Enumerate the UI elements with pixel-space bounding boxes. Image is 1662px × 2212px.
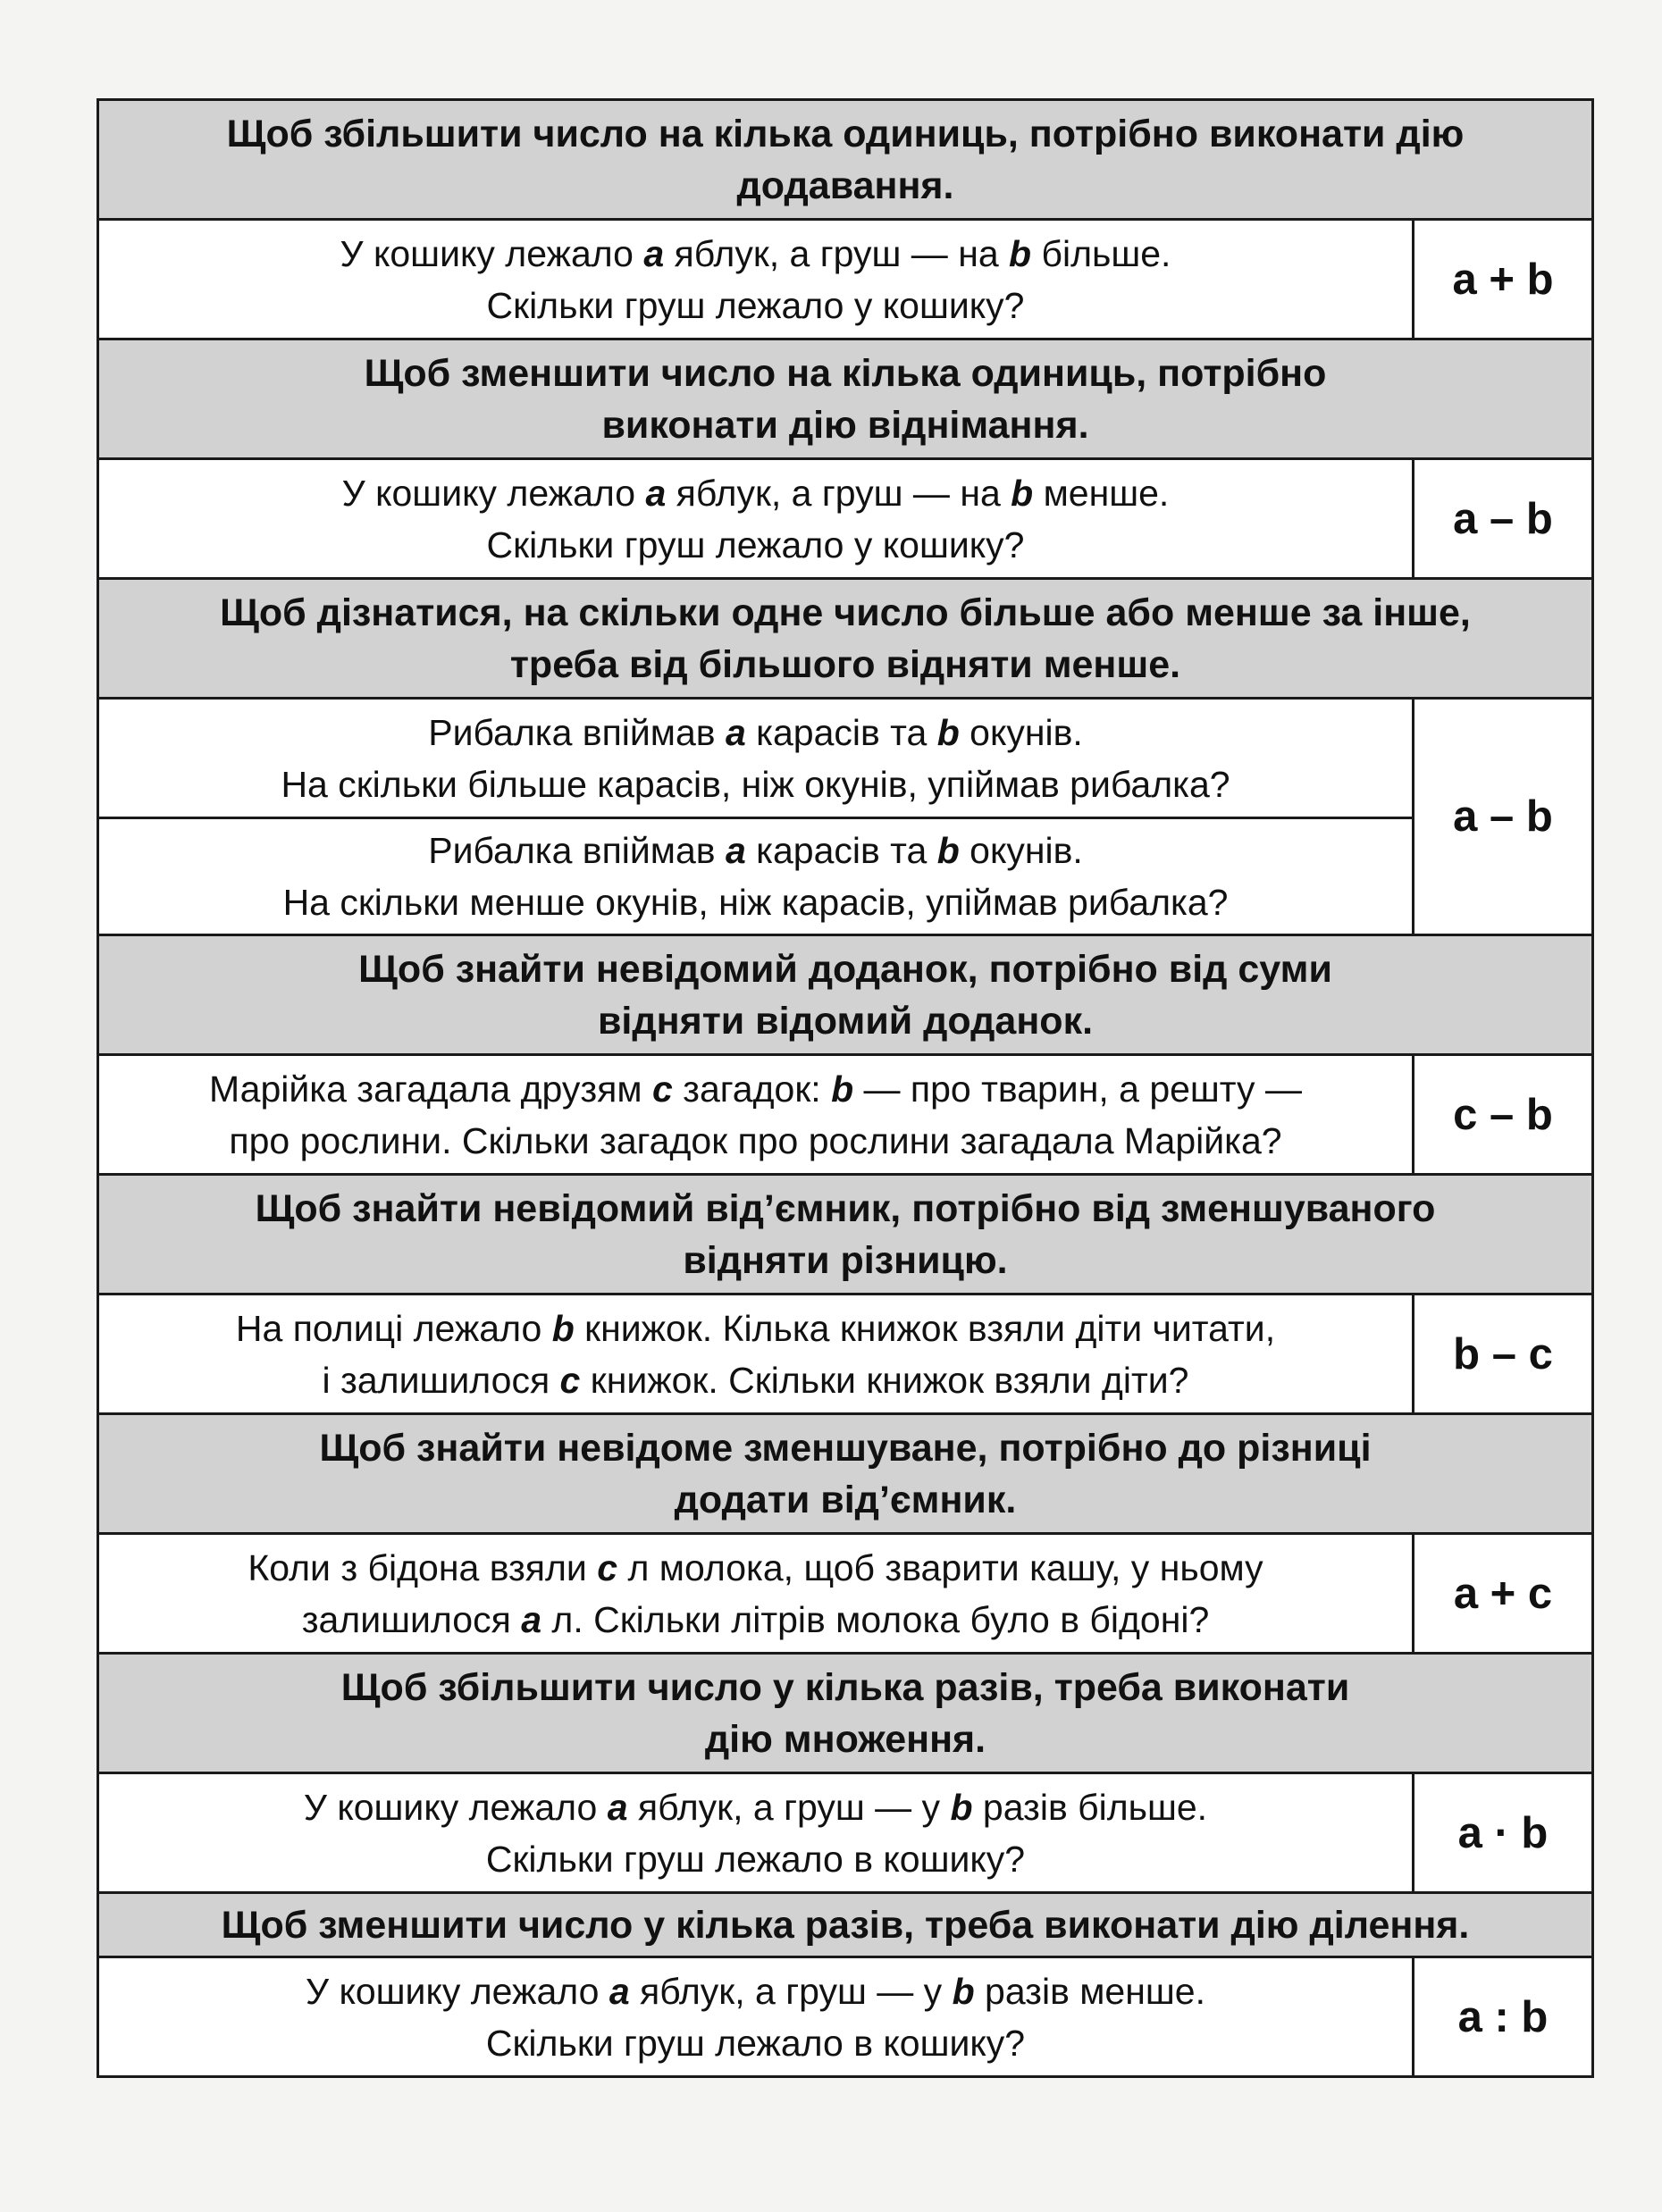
rule-heading bbox=[99, 1655, 1591, 1774]
problem-line bbox=[428, 825, 1083, 876]
rule-line: Щоб знайти невідоме зменшуване, потрібно до різниці bbox=[319, 1426, 1372, 1470]
word-problem bbox=[99, 460, 1412, 577]
rule-line: Щоб зменшити число у кілька разів, треба виконати дію ділення. bbox=[221, 1903, 1470, 1947]
problem-text: менше. bbox=[1033, 472, 1170, 514]
problem-text: Скільки груш лежало в кошику? bbox=[485, 1838, 1026, 1880]
problem-text: У кошику лежало bbox=[303, 1786, 608, 1828]
problem-text: загадок: bbox=[672, 1068, 832, 1110]
rule-line: Щоб дізнатися, на скільки одне число більше або менше за інше, bbox=[220, 591, 1471, 634]
problem-line bbox=[283, 876, 1229, 928]
rule-line: Щоб знайти невідомий від’ємник, потрібно від зменшуваного bbox=[255, 1186, 1436, 1230]
problem-cell bbox=[99, 460, 1414, 577]
rule-heading bbox=[99, 101, 1591, 221]
problem-line bbox=[248, 1542, 1263, 1594]
problem-text: про рослини. Скільки загадок про рослини загадала Марійка? bbox=[229, 1119, 1282, 1161]
word-problem bbox=[99, 700, 1412, 817]
example-row bbox=[99, 460, 1591, 580]
problem-line bbox=[340, 228, 1171, 280]
rule-heading bbox=[99, 1176, 1591, 1295]
formula-cell: a – b bbox=[1453, 494, 1553, 543]
rule-text bbox=[220, 587, 1471, 691]
problem-text: Скільки груш лежало у кошику? bbox=[486, 524, 1025, 566]
rule-text bbox=[319, 1422, 1371, 1526]
variable: b bbox=[551, 1307, 575, 1349]
formula-cell: a · b bbox=[1457, 1808, 1549, 1857]
variable: c bbox=[651, 1068, 673, 1110]
word-problem bbox=[99, 1535, 1412, 1652]
example-row bbox=[99, 1535, 1591, 1655]
word-problem bbox=[99, 1958, 1412, 2075]
example-row bbox=[99, 1056, 1591, 1176]
variable: b bbox=[936, 711, 960, 753]
problem-cell bbox=[99, 221, 1414, 338]
problem-text: окунів. bbox=[959, 711, 1083, 753]
formula-cell: a – b bbox=[1453, 792, 1553, 841]
problem-line bbox=[209, 1063, 1302, 1115]
problem-cell bbox=[99, 700, 1414, 934]
problem-line bbox=[304, 1781, 1207, 1833]
variable: a bbox=[645, 472, 667, 514]
word-problem bbox=[99, 221, 1412, 338]
problem-text: Рибалка впіймав bbox=[428, 711, 726, 753]
problem-line bbox=[486, 1833, 1025, 1885]
problem-text: Скільки груш лежало в кошику? bbox=[485, 2022, 1026, 2064]
problem-text: У кошику лежало bbox=[306, 1970, 609, 2012]
problem-text: У кошику лежало bbox=[340, 232, 644, 274]
problem-line bbox=[306, 1965, 1205, 2017]
problem-text: книжок. Скільки книжок взяли діти? bbox=[580, 1359, 1189, 1401]
rule-line: Щоб знайти невідомий доданок, потрібно від суми bbox=[358, 947, 1332, 991]
variable: a bbox=[609, 1970, 630, 2012]
example-row bbox=[99, 221, 1591, 340]
word-problem bbox=[99, 1295, 1412, 1412]
rule-line: додати від’ємник. bbox=[674, 1478, 1017, 1521]
rule-line: відняти відомий доданок. bbox=[597, 999, 1094, 1043]
problem-line bbox=[281, 758, 1230, 810]
problem-text: На скільки більше карасів, ніж окунів, упіймав рибалка? bbox=[281, 763, 1230, 805]
word-problem bbox=[99, 817, 1412, 934]
problem-text: разів менше. bbox=[974, 1970, 1205, 2012]
problem-text: яблук, а груш — у bbox=[629, 1970, 953, 2012]
rule-heading bbox=[99, 340, 1591, 460]
problem-text: Марійка загадала друзям bbox=[209, 1068, 652, 1110]
problem-text: карасів та bbox=[745, 711, 937, 753]
formula-cell: a + b bbox=[1452, 255, 1554, 304]
variable: a bbox=[607, 1786, 628, 1828]
problem-text: і залишилося bbox=[322, 1359, 560, 1401]
problem-line bbox=[302, 1594, 1210, 1646]
rule-heading bbox=[99, 1415, 1591, 1535]
problem-line bbox=[486, 2017, 1025, 2069]
word-problem bbox=[99, 1774, 1412, 1891]
problem-text: більше. bbox=[1031, 232, 1171, 274]
problem-text: яблук, а груш — на bbox=[664, 232, 1010, 274]
problem-text: Рибалка впіймав bbox=[428, 830, 726, 871]
problem-line bbox=[342, 467, 1170, 519]
problem-text: книжок. Кілька книжок взяли діти читати, bbox=[574, 1307, 1276, 1349]
rule-text bbox=[358, 943, 1332, 1047]
rule-text bbox=[222, 1899, 1470, 1951]
formula-cell: b – c bbox=[1453, 1329, 1553, 1378]
example-row bbox=[99, 1774, 1591, 1894]
formula-cell: a + c bbox=[1453, 1569, 1553, 1618]
variable: a bbox=[521, 1598, 542, 1640]
rule-text bbox=[227, 108, 1465, 212]
rule-line: відняти різницю. bbox=[683, 1238, 1008, 1282]
variable: a bbox=[725, 711, 746, 753]
problem-text: На скільки менше окунів, ніж карасів, упіймав рибалка? bbox=[282, 882, 1229, 923]
problem-text: яблук, а груш — у bbox=[627, 1786, 951, 1828]
problem-text: л молока, щоб зварити кашу, у ньому bbox=[617, 1546, 1263, 1588]
problem-text: Коли з бідона взяли bbox=[248, 1546, 598, 1588]
rule-line: Щоб зменшити число на кілька одиниць, потрібно bbox=[364, 351, 1327, 395]
problem-text: разів більше. bbox=[972, 1786, 1208, 1828]
variable: a bbox=[725, 830, 746, 871]
variable: b bbox=[831, 1068, 854, 1110]
variable: a bbox=[643, 232, 665, 274]
problem-text: карасів та bbox=[745, 830, 937, 871]
variable: b bbox=[1009, 232, 1032, 274]
problem-cell bbox=[99, 1535, 1414, 1652]
problem-text: Скільки груш лежало у кошику? bbox=[486, 284, 1025, 326]
problem-text: яблук, а груш — на bbox=[666, 472, 1011, 514]
problem-line bbox=[487, 519, 1025, 571]
rule-text bbox=[256, 1183, 1436, 1286]
word-problem bbox=[99, 1056, 1412, 1173]
variable: b bbox=[952, 1970, 975, 2012]
problem-cell bbox=[99, 1958, 1414, 2075]
rule-line: Щоб збільшити число у кілька разів, треба виконати bbox=[340, 1665, 1350, 1709]
problem-text: На полиці лежало bbox=[235, 1307, 552, 1349]
example-row bbox=[99, 1958, 1591, 2075]
problem-line bbox=[236, 1303, 1275, 1354]
variable: c bbox=[597, 1546, 618, 1588]
problem-text: л. Скільки літрів молока було в бідоні? bbox=[541, 1598, 1210, 1640]
problem-cell bbox=[99, 1774, 1414, 1891]
problem-line bbox=[229, 1115, 1281, 1167]
problem-text: залишилося bbox=[301, 1598, 522, 1640]
rule-line: виконати дію віднімання. bbox=[601, 403, 1089, 447]
problem-text: У кошику лежало bbox=[341, 472, 646, 514]
problem-line bbox=[323, 1354, 1189, 1406]
example-row bbox=[99, 1295, 1591, 1415]
rule-heading bbox=[99, 936, 1591, 1056]
rule-line: Щоб збільшити число на кілька одиниць, потрібно виконати дію bbox=[226, 112, 1465, 155]
variable: b bbox=[936, 830, 960, 871]
problem-cell bbox=[99, 1295, 1414, 1412]
example-row bbox=[99, 700, 1591, 936]
formula-cell: a : b bbox=[1457, 1992, 1549, 2041]
rule-heading bbox=[99, 580, 1591, 700]
variable: c bbox=[559, 1359, 581, 1401]
variable: b bbox=[950, 1786, 973, 1828]
problem-text: — про тварин, а решту — bbox=[853, 1068, 1302, 1110]
problem-line bbox=[428, 707, 1083, 758]
rules-table bbox=[97, 98, 1594, 2078]
formula-cell: c – b bbox=[1453, 1090, 1553, 1139]
problem-text: окунів. bbox=[959, 830, 1083, 871]
variable: b bbox=[1011, 472, 1034, 514]
problem-line bbox=[487, 280, 1025, 331]
rule-text bbox=[341, 1662, 1350, 1765]
rule-line: дію множення. bbox=[704, 1717, 986, 1761]
rule-text bbox=[365, 348, 1327, 451]
rule-line: треба від більшого відняти менше. bbox=[509, 642, 1181, 686]
rule-heading bbox=[99, 1894, 1591, 1958]
problem-cell bbox=[99, 1056, 1414, 1173]
rule-line: додавання. bbox=[736, 163, 954, 207]
